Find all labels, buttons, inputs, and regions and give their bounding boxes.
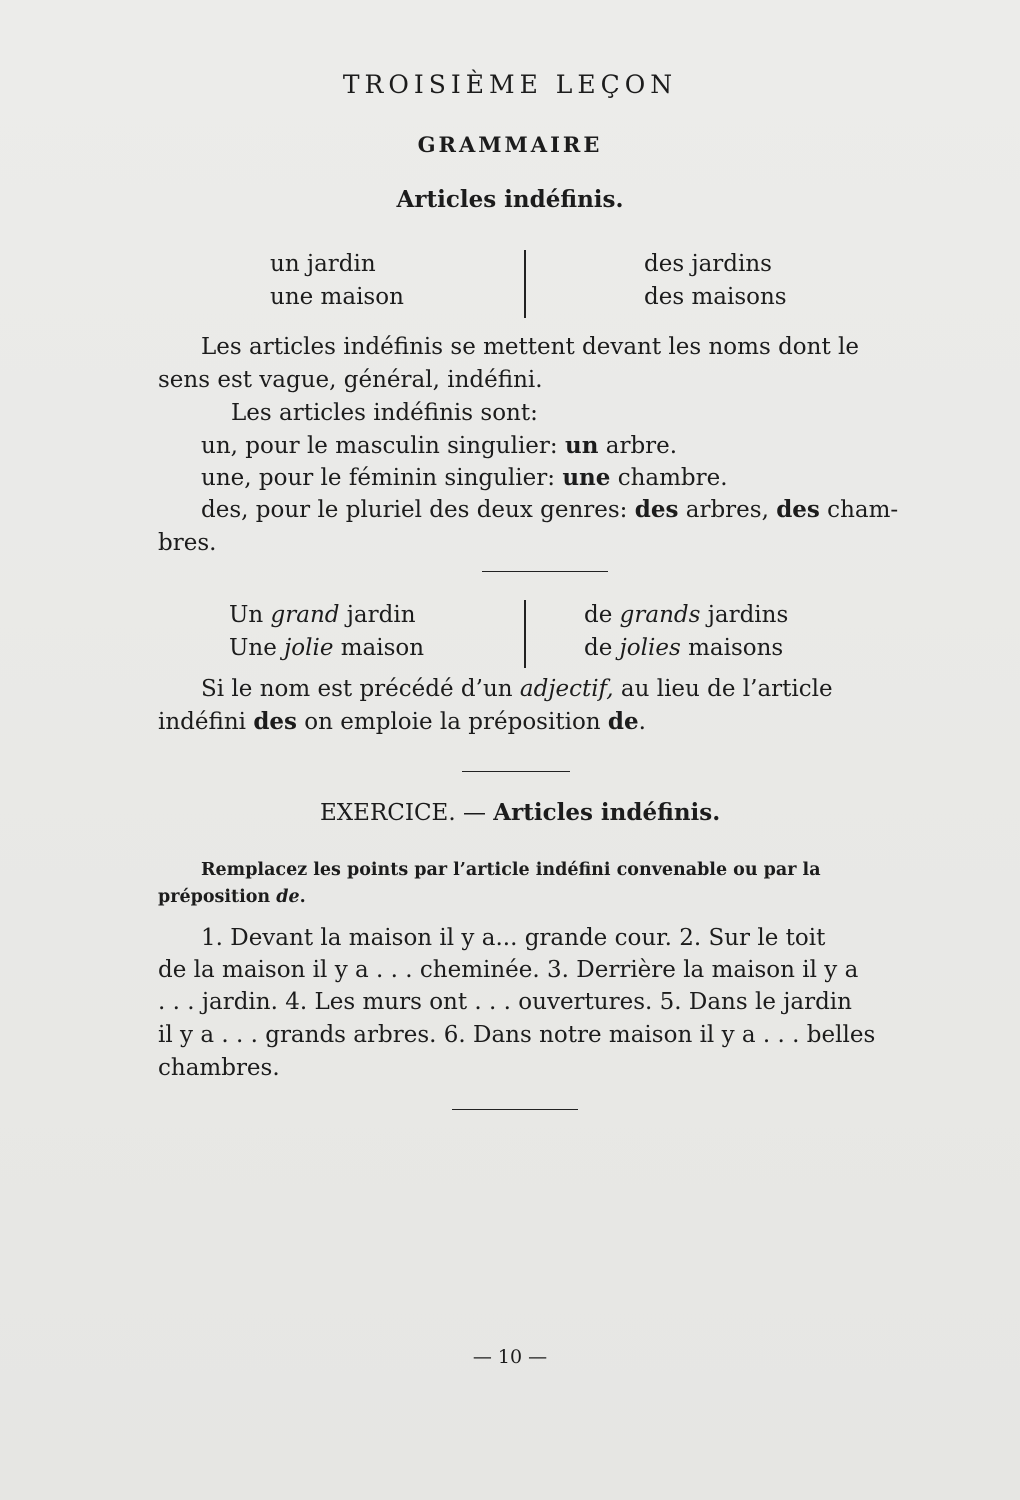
table2-left-2-a: Une: [229, 635, 285, 661]
para3-e: .: [638, 709, 646, 735]
table1-left-1: un jardin: [270, 251, 376, 277]
table2-left-2-adjective: jolie: [284, 635, 334, 661]
exercise-instruction-2-a: préposition: [158, 887, 277, 907]
table2-right-1-adjective: grands: [619, 602, 701, 628]
list-un: [201, 432, 677, 459]
list-un-term: un: [201, 433, 231, 459]
table2-right-2-b: maisons: [680, 635, 784, 661]
list-des-mid: arbres,: [678, 497, 777, 523]
table1-divider: [524, 250, 526, 318]
exercise-instruction-2-end: .: [299, 887, 306, 907]
exercise-line-5: chambres.: [158, 1055, 280, 1081]
list-des-example-2: des: [776, 496, 820, 523]
exercise-label: EXERCICE. —: [320, 800, 494, 826]
table2-left-1-adjective: grand: [270, 602, 340, 628]
separator-rule-1: [482, 571, 608, 572]
separator-rule-3: [452, 1109, 578, 1110]
list-un-text: , pour le masculin singulier:: [230, 433, 565, 459]
list-une: [201, 464, 728, 491]
exercise-instruction-1: Remplacez les points par l’article indéfini convenable ou par la: [201, 860, 821, 880]
list-des-continuation: bres.: [158, 530, 217, 556]
para1-line1: Les articles indéfinis se mettent devant les noms dont le: [201, 334, 859, 360]
table2-right-1-b: jardins: [700, 602, 789, 628]
list-des-text: , pour le pluriel des deux genres:: [241, 497, 635, 523]
page-number: — 10 —: [472, 1346, 548, 1368]
exercise-instruction-2: [158, 887, 306, 907]
list-un-end: arbre.: [598, 433, 678, 459]
exercise-line-2: de la maison il y a . . . cheminée. 3. Derrière la maison il y a: [158, 957, 859, 983]
para3-adjective: adjectif,: [519, 676, 614, 702]
para2: Les articles indéfinis sont:: [231, 400, 538, 426]
table2-left-1: [229, 602, 416, 628]
para3-d: on emploie la préposition: [297, 709, 608, 735]
exercise-instruction-2-de: de: [276, 887, 300, 907]
para3-c: indéfini: [158, 709, 254, 735]
table1-left-2: une maison: [270, 284, 404, 310]
table2-right-2-adjective: jolies: [619, 635, 681, 661]
para3-b: au lieu de l’article: [613, 676, 833, 702]
subtitle: Articles indéfinis.: [396, 186, 624, 213]
para1-line2: sens est vague, général, indéfini.: [158, 367, 543, 393]
list-des-end: cham-: [819, 497, 899, 523]
para3-de: de: [607, 708, 639, 735]
table2-divider: [524, 600, 526, 668]
table2-left-1-b: jardin: [339, 602, 416, 628]
para3-line2: [158, 708, 646, 735]
table2-left-2: [229, 635, 424, 661]
exercise-line-4: il y a . . . grands arbres. 6. Dans notre maison il y a . . . belles: [158, 1022, 876, 1048]
table2-left-2-b: maison: [333, 635, 425, 661]
table2-right-1-a: de: [584, 602, 620, 628]
para3-des: des: [253, 708, 297, 735]
list-des: [201, 496, 898, 523]
list-des-example-1: des: [634, 496, 679, 523]
exercise-line-3: . . . jardin. 4. Les murs ont . . . ouvertures. 5. Dans le jardin: [158, 989, 852, 1015]
para3-line1: [201, 676, 833, 702]
list-une-end: chambre.: [610, 465, 728, 491]
list-une-example: une: [562, 464, 611, 491]
exercise-heading: [320, 799, 720, 826]
table1-right-1: des jardins: [644, 251, 772, 277]
table2-left-1-a: Un: [229, 602, 271, 628]
list-un-example: un: [564, 432, 599, 459]
section-title: GRAMMAIRE: [417, 132, 603, 157]
table1-right-2: des maisons: [644, 284, 787, 310]
list-des-term: des: [201, 497, 242, 523]
list-une-text: , pour le féminin singulier:: [244, 465, 563, 491]
exercise-line-1: 1. Devant la maison il y a... grande cour. 2. Sur le toit: [201, 925, 826, 951]
separator-rule-2: [462, 771, 570, 772]
exercise-title: Articles indéfinis.: [493, 799, 721, 826]
table2-right-2-a: de: [584, 635, 620, 661]
table2-right-1: [584, 602, 788, 628]
list-une-term: une: [201, 465, 245, 491]
para3-a: Si le nom est précédé d’un: [201, 676, 520, 702]
lesson-title: TROISIÈME LEÇON: [342, 70, 678, 99]
table2-right-2: [584, 635, 783, 661]
